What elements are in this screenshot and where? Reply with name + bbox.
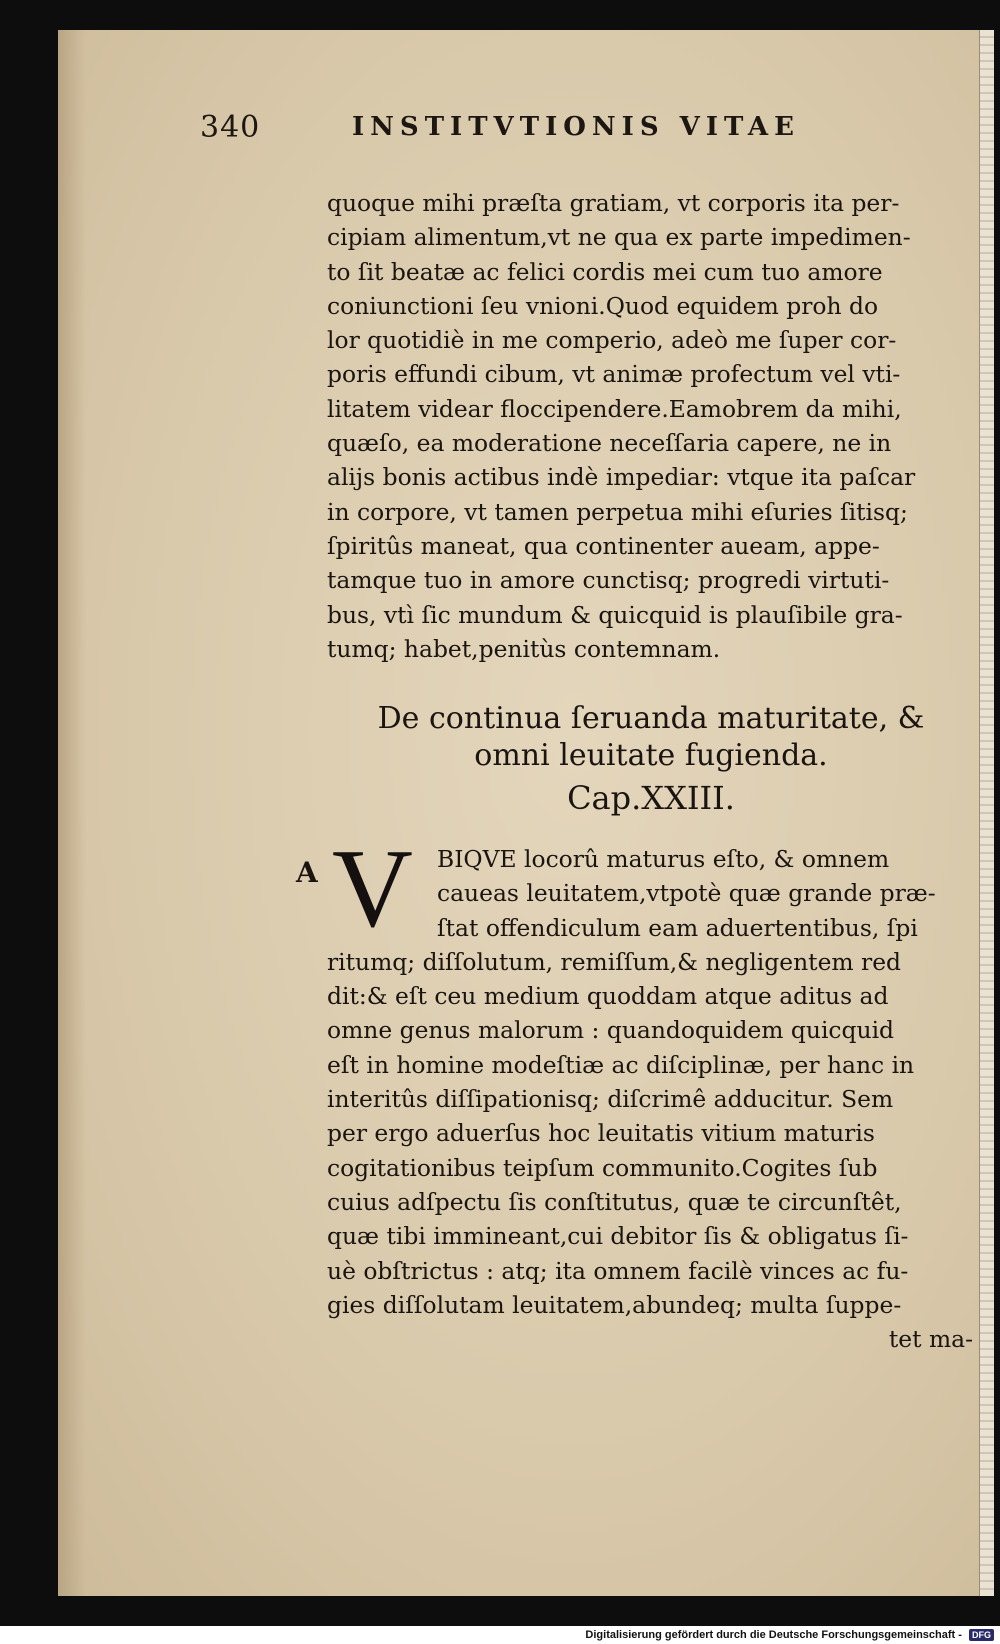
text-line: caueas leuitatem,vtpotè quæ grande præ- xyxy=(437,879,936,908)
chapter-title-line: omni leuitate fugienda. xyxy=(474,738,828,773)
text-line: ſtat offendiculum eam aduertentibus, ſpi xyxy=(437,913,918,942)
footer-text: Digitalisierung gefördert durch die Deutsche Forschungsgemeinschaft - xyxy=(585,1629,962,1641)
text-line: interitûs diſſipationisq; diſcrimê adducitur. Sem xyxy=(327,1085,894,1114)
text-line: tumq; habet,penitùs contemnam. xyxy=(327,634,721,663)
text-line: cipiam alimentum,vt ne qua ex parte impedimen- xyxy=(327,223,911,252)
text-line: litatem videar floccipendere.Eamobrem da mihi, xyxy=(327,394,902,423)
text-line: eſt in homine modeſtiæ ac diſciplinæ, per hanc in xyxy=(327,1050,915,1079)
text-line: cogitationibus teipſum communito.Cogites ſub xyxy=(327,1153,878,1182)
text-line: gies diſſolutam leuitatem,abundeq; multa ſuppe- xyxy=(327,1290,902,1319)
catchword: tet ma- xyxy=(888,1325,973,1354)
text-line: alijs bonis actibus indè impediar: vtque ita paſcar xyxy=(327,463,916,492)
text-line: lor quotidiè in me comperio, adeò me ſuper cor- xyxy=(327,326,897,355)
chapter-number: Cap.XXIII. xyxy=(567,779,735,817)
text-line: quæ tibi immineant,cui debitor ſis & obligatus ſi- xyxy=(327,1222,909,1251)
text-line: per ergo aduerſus hoc leuitatis vitium maturis xyxy=(327,1119,875,1148)
page-number: 340 xyxy=(200,110,261,145)
text-line: uè obſtrictus : atq; ita omnem facilè vinces ac fu- xyxy=(327,1256,909,1285)
gutter-shadow xyxy=(58,30,86,1596)
chapter-body xyxy=(327,842,975,1356)
digitization-footer xyxy=(0,1626,1000,1644)
text-line: ritumq; diſſolutum, remiſſum,& negligentem red xyxy=(327,947,902,976)
dfg-logo[interactable]: DFG xyxy=(969,1629,994,1641)
text-line: ſpiritûs maneat, qua continenter aueam, appe- xyxy=(327,531,880,560)
chapter-title-line: De continua ſeruanda maturitate, & xyxy=(377,701,925,736)
text-line: to ſit beatæ ac felici cordis mei cum tuo amore xyxy=(327,257,883,286)
drop-cap: V xyxy=(332,827,413,951)
text-line: omne genus malorum : quandoquidem quicquid xyxy=(327,1016,895,1045)
text-line: in corpore, vt tamen perpetua mihi eſuries ſitisq; xyxy=(327,497,908,526)
text-line: quoque mihi præſta gratiam, vt corporis ita per- xyxy=(327,189,900,217)
running-title: INSTITVTIONIS VITAE xyxy=(352,112,800,142)
running-header xyxy=(200,110,900,154)
marginal-letter: A xyxy=(296,856,318,889)
text-line: BIQVE locorû maturus eſto, & omnem xyxy=(437,845,890,873)
text-line: cuius adſpectu ſis conſtitutus, quæ te circunſtêt, xyxy=(327,1187,902,1216)
text-line: poris effundi cibum, vt animæ profectum vel vti- xyxy=(327,360,901,389)
text-line: quæſo, ea moderatione neceſſaria capere, ne in xyxy=(327,429,892,458)
text-line: coniunctioni ſeu vnioni.Quod equidem proh do xyxy=(327,291,879,320)
chapter-heading xyxy=(327,700,975,817)
text-line: dit:& eſt ceu medium quoddam atque aditus ad xyxy=(327,982,889,1011)
page-edges xyxy=(979,30,994,1596)
body-text xyxy=(327,186,975,666)
text-line: tamque tuo in amore cunctisq; progredi virtuti- xyxy=(327,566,890,595)
text-line: bus, vtì ſic mundum & quicquid is plauſibile gra- xyxy=(327,600,903,629)
